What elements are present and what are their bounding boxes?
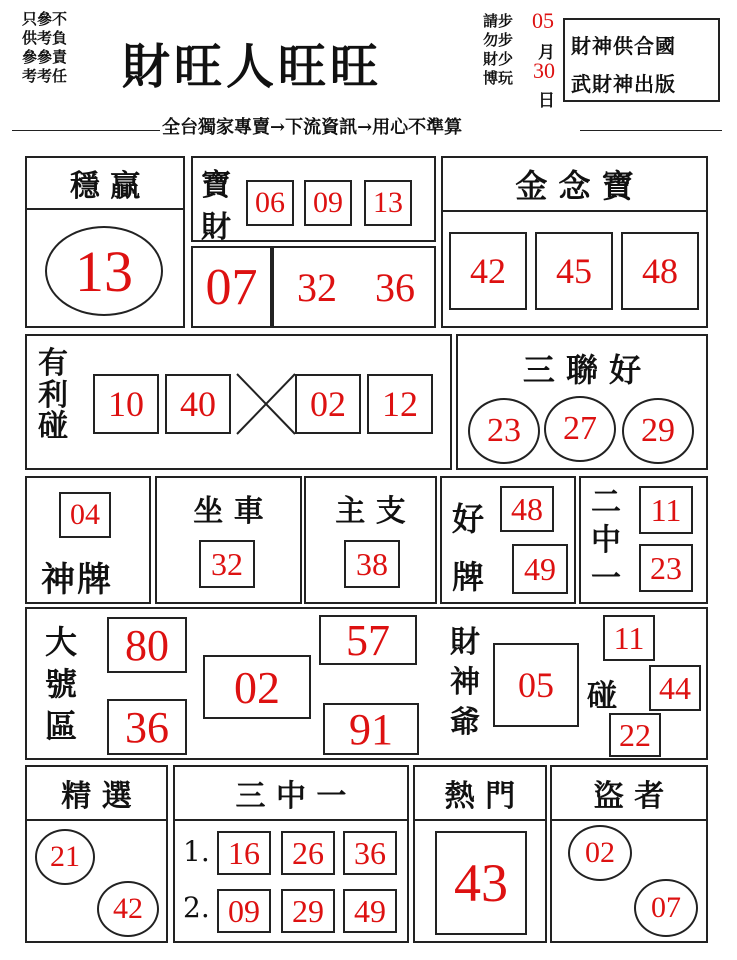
- slogan-line-left: [12, 130, 160, 131]
- san-zhong-yi-row1-label: 1.: [183, 835, 210, 868]
- shen-pai-label: 神牌: [41, 560, 113, 600]
- bao-cai-pair-number-2: 36: [375, 264, 415, 310]
- hao-pai-number-1: 48: [500, 486, 554, 532]
- san-lian-hao-number-3: 29: [622, 398, 694, 464]
- er-zhong-yi-panel: [579, 476, 708, 604]
- slogan-line-right: [580, 130, 722, 131]
- san-zhong-yi-row2-number-3: 49: [343, 889, 397, 933]
- dao-zhe-number-1: 02: [568, 825, 632, 881]
- zuo-che-panel: [155, 476, 302, 604]
- publisher-line1: 財神供合國: [571, 34, 676, 58]
- jin-nian-bao-number-1: 42: [449, 232, 527, 310]
- month-label: 月: [538, 43, 555, 63]
- re-men-label: 熱 門: [415, 767, 545, 821]
- da-hao-qu-number-2: 36: [107, 699, 187, 755]
- er-zhong-yi-number-1: 11: [639, 486, 693, 534]
- san-zhong-yi-row1-number-3: 36: [343, 831, 397, 875]
- dao-zhe-label: 盜 者: [552, 767, 706, 821]
- wen-ying-panel: [25, 156, 185, 328]
- cai-shen-ye-label: 財 神 爺: [450, 625, 480, 740]
- san-lian-hao-panel: [456, 334, 708, 470]
- advice-note: 請步 勿步 財少 博玩: [483, 12, 514, 87]
- re-men-panel: [413, 765, 547, 943]
- san-zhong-yi-label: 三 中 一: [175, 767, 407, 821]
- you-li-peng-number-2: 40: [165, 374, 231, 434]
- cai-shen-ye-peng-number-2: 44: [649, 665, 701, 711]
- bao-cai-panel: [191, 156, 436, 245]
- san-zhong-yi-row1-number-1: 16: [217, 831, 271, 875]
- hao-pai-label: 好 牌: [451, 500, 484, 596]
- wen-ying-label: 穩 贏: [27, 158, 183, 210]
- you-li-peng-panel: [25, 334, 452, 470]
- bao-cai-big-box: [191, 246, 272, 328]
- you-li-peng-number-1: 10: [93, 374, 159, 434]
- da-hao-qu-center-number: 02: [203, 655, 311, 719]
- san-zhong-yi-row2-label: 2.: [183, 891, 210, 924]
- da-hao-qu-number-1: 80: [107, 617, 187, 673]
- jing-xuan-label: 精 選: [27, 767, 166, 821]
- hao-pai-panel: [440, 476, 576, 604]
- you-li-peng-number-3: 02: [295, 374, 361, 434]
- jin-nian-bao-number-3: 48: [621, 232, 699, 310]
- shen-pai-number: 04: [59, 492, 111, 538]
- da-hao-qu-panel: [25, 607, 708, 760]
- bao-cai-number-2: 09: [304, 180, 352, 226]
- you-li-peng-number-4: 12: [367, 374, 433, 434]
- jing-xuan-panel: [25, 765, 168, 943]
- hao-pai-number-2: 49: [512, 544, 568, 594]
- zhu-zhi-panel: [304, 476, 437, 604]
- san-zhong-yi-row1-number-2: 26: [281, 831, 335, 875]
- san-zhong-yi-row2-number-1: 09: [217, 889, 271, 933]
- bao-cai-number-3: 13: [364, 180, 412, 226]
- page-title: 財旺人旺旺: [122, 39, 383, 95]
- bao-cai-pair-box: [272, 246, 436, 328]
- cai-shen-ye-peng-label: 碰: [587, 679, 617, 714]
- you-li-peng-label: 有 利 碰: [38, 346, 68, 444]
- day-label: 日: [538, 91, 555, 111]
- san-lian-hao-label: 三 聯 好: [522, 351, 642, 389]
- re-men-number: 43: [435, 831, 527, 935]
- san-lian-hao-number-1: 23: [468, 398, 540, 464]
- bao-cai-pair-number-1: 32: [297, 264, 337, 310]
- dao-zhe-number-2: 07: [634, 879, 698, 937]
- san-zhong-yi-row2-number-2: 29: [281, 889, 335, 933]
- bao-cai-number-1: 06: [246, 180, 294, 226]
- zuo-che-number: 32: [199, 540, 255, 588]
- san-zhong-yi-panel: [173, 765, 409, 943]
- bao-cai-label-bottom: 財: [201, 210, 231, 245]
- wen-ying-number: 13: [45, 226, 163, 316]
- jing-xuan-number-2: 42: [97, 881, 159, 937]
- publisher-line2: 武財神出版: [571, 72, 676, 96]
- shen-pai-panel: [25, 476, 151, 604]
- da-hao-qu-label: 大 號 區: [44, 623, 77, 745]
- slogan: 全台獨家專賣→下流資訊→用心不準算: [162, 117, 463, 138]
- zhu-zhi-label: 主 支: [335, 494, 406, 529]
- da-hao-qu-number-3: 57: [319, 615, 417, 665]
- jin-nian-bao-number-2: 45: [535, 232, 613, 310]
- cai-shen-ye-peng-number-1: 11: [603, 615, 655, 661]
- bao-cai-big-number: 07: [205, 258, 258, 316]
- cross-icon: [235, 372, 297, 436]
- cai-shen-ye-number: 05: [493, 643, 579, 727]
- publisher-box: [563, 18, 720, 102]
- bao-cai-label-top: 寶: [201, 168, 231, 203]
- date-day: 30: [533, 58, 555, 83]
- jin-nian-bao-label: 金 念 寶: [443, 158, 706, 212]
- cai-shen-ye-peng-number-3: 22: [609, 713, 661, 757]
- zuo-che-label: 坐 車: [193, 494, 264, 529]
- date-month: 05: [532, 8, 554, 33]
- zhu-zhi-number: 38: [344, 540, 400, 588]
- jin-nian-bao-panel: [441, 156, 708, 328]
- san-lian-hao-number-2: 27: [544, 396, 616, 462]
- da-hao-qu-number-4: 91: [323, 703, 419, 755]
- jing-xuan-number-1: 21: [35, 829, 95, 885]
- er-zhong-yi-number-2: 23: [639, 544, 693, 592]
- er-zhong-yi-label: 二 中 一: [591, 485, 621, 596]
- disclaimer-note: 只參不 供考負 參參責 考考任: [22, 10, 68, 85]
- dao-zhe-panel: [550, 765, 708, 943]
